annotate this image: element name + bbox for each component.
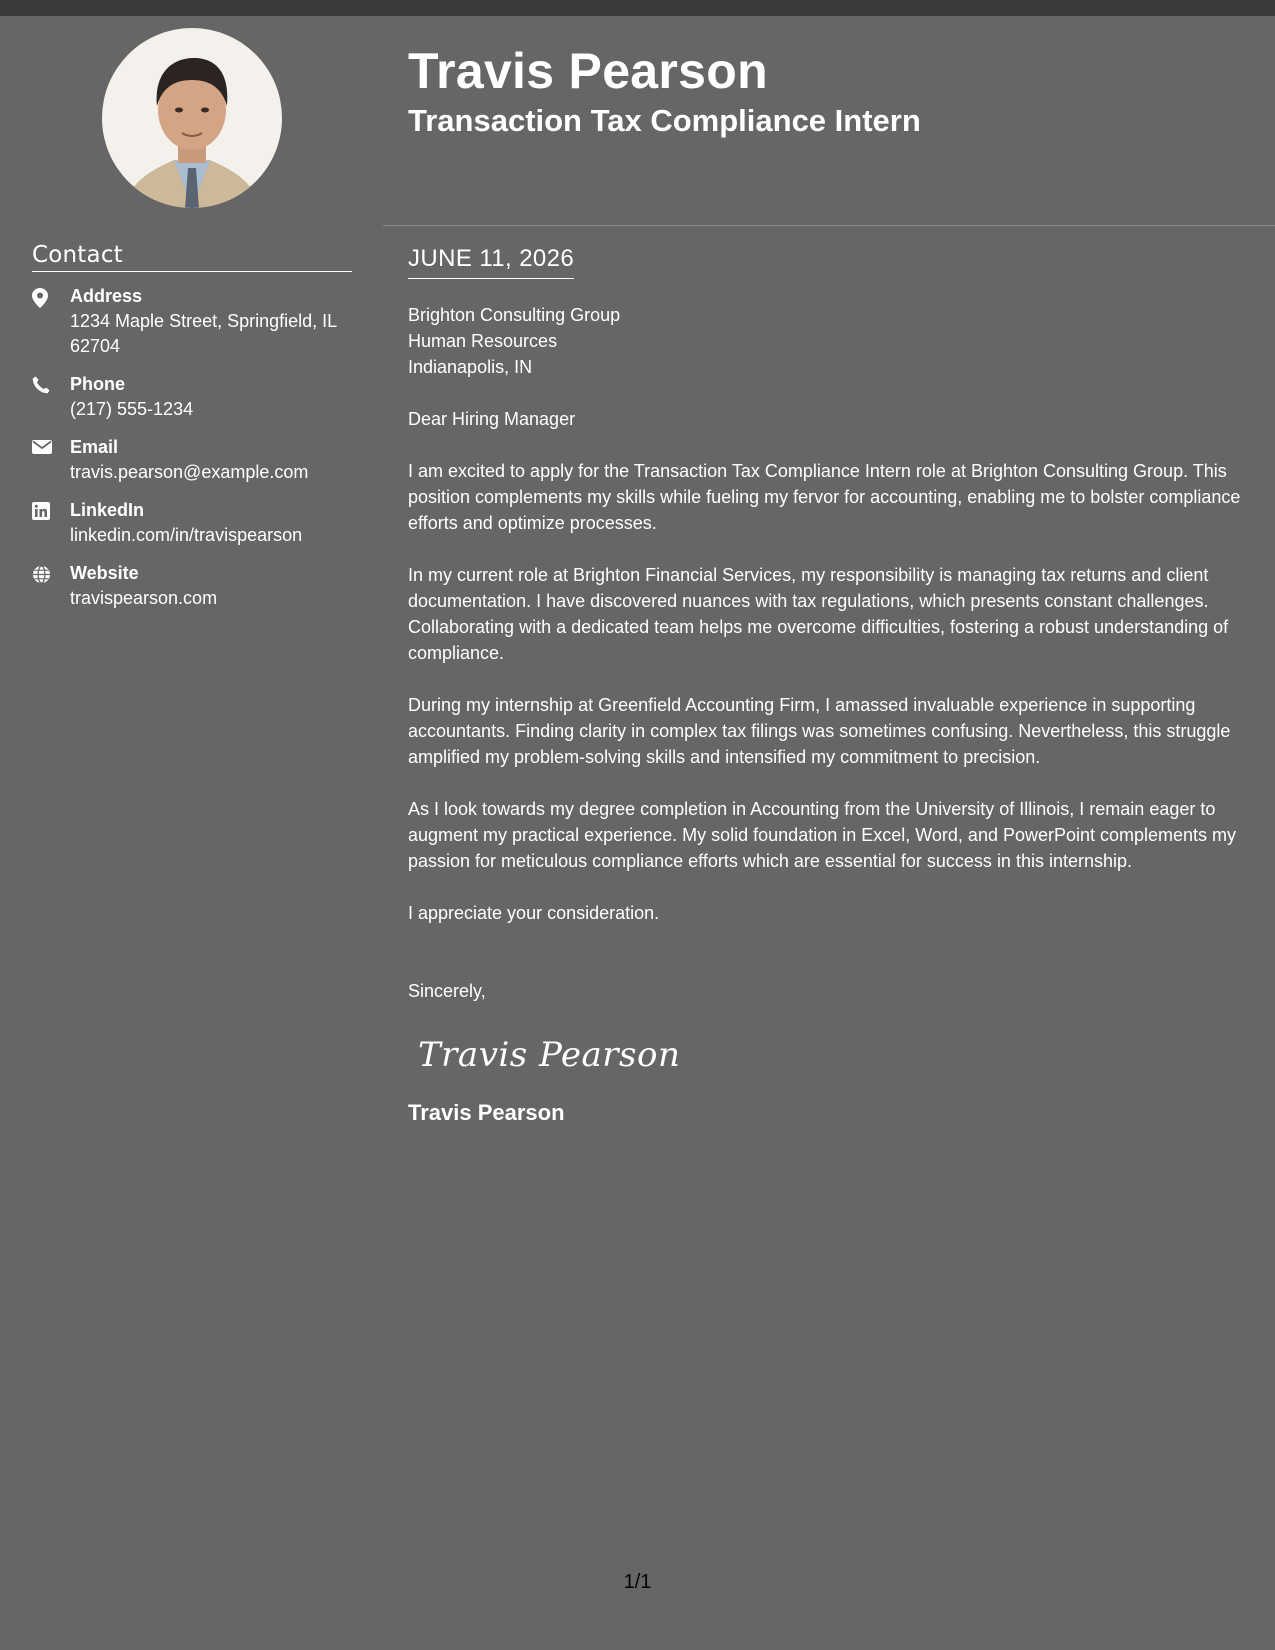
envelope-icon xyxy=(32,435,70,485)
contact-item-website xyxy=(32,561,352,611)
globe-icon xyxy=(32,561,70,611)
phone-icon xyxy=(32,372,70,422)
paragraph: I appreciate your consideration. xyxy=(408,903,660,923)
linkedin-icon xyxy=(32,498,70,548)
contact-list xyxy=(32,284,352,611)
website-value[interactable]: travispearson.com xyxy=(70,588,218,608)
contact-item-linkedin xyxy=(32,498,352,548)
contact-item-address xyxy=(32,284,352,359)
linkedin-value[interactable]: linkedin.com/in/travispearson xyxy=(70,525,303,545)
top-bar xyxy=(0,0,1275,16)
page-number: 1/1 xyxy=(623,1571,652,1593)
contact-label: LinkedIn xyxy=(70,500,145,520)
paragraph: During my internship at Greenfield Accounting Firm, I amassed invaluable experience in supporting accountants. Finding clarity in complex tax filings was sometimes confusing. Nevertheless, this struggle amplified my problem-solving skills and intensified my commitment to precision. xyxy=(408,695,1231,767)
recipient-company: Brighton Consulting Group xyxy=(408,305,621,325)
paragraph: In my current role at Brighton Financial Services, my responsibility is managing tax returns and client documentation. I have discovered nuances with tax regulations, which presents constant challenges. Collaborating with a dedicated team helps me overcome difficulties, fostering a robust understanding of compliance. xyxy=(408,565,1229,663)
paragraph: I am excited to apply for the Transaction Tax Compliance Intern role at Brighton Consulting Group. This position complements my skills while fueling my fervor for accounting, enabling me to bolster compliance efforts and optimize processes. xyxy=(408,461,1241,533)
location-pin-icon xyxy=(32,284,70,359)
address-value: 1234 Maple Street, Springfield, IL 62704 xyxy=(70,311,337,356)
contact-item-phone xyxy=(32,372,352,422)
contact-heading: Contact xyxy=(32,242,352,272)
phone-value: (217) 555-1234 xyxy=(70,399,194,419)
signature: Travis Pearson xyxy=(418,1035,681,1075)
email-value[interactable]: travis.pearson@example.com xyxy=(70,462,309,482)
header-divider xyxy=(383,225,1275,226)
letter-body xyxy=(408,302,1258,1126)
contact-item-email xyxy=(32,435,352,485)
contact-label: Email xyxy=(70,437,119,457)
contact-label: Address xyxy=(70,286,143,306)
sidebar xyxy=(32,28,352,624)
closing: Sincerely, xyxy=(408,981,486,1001)
contact-label: Website xyxy=(70,563,139,583)
recipient-department: Human Resources xyxy=(408,331,558,351)
applicant-name: Travis Pearson xyxy=(408,43,768,99)
signed-name: Travis Pearson xyxy=(408,1100,565,1125)
recipient-address xyxy=(408,302,1258,380)
contact-label: Phone xyxy=(70,374,126,394)
header xyxy=(408,40,1248,140)
date-block xyxy=(408,243,574,279)
letter-date: JUNE 11, 2026 xyxy=(408,243,574,279)
salutation: Dear Hiring Manager xyxy=(408,409,576,429)
recipient-location: Indianapolis, IN xyxy=(408,357,533,377)
job-title: Transaction Tax Compliance Intern xyxy=(408,103,921,138)
paragraph: As I look towards my degree completion in Accounting from the University of Illinois, I remain eager to augment my practical experience. My solid foundation in Excel, Word, and PowerPoint complements my passion for meticulous compliance efforts which are essential for success in this internship. xyxy=(408,799,1237,871)
avatar xyxy=(102,28,282,208)
